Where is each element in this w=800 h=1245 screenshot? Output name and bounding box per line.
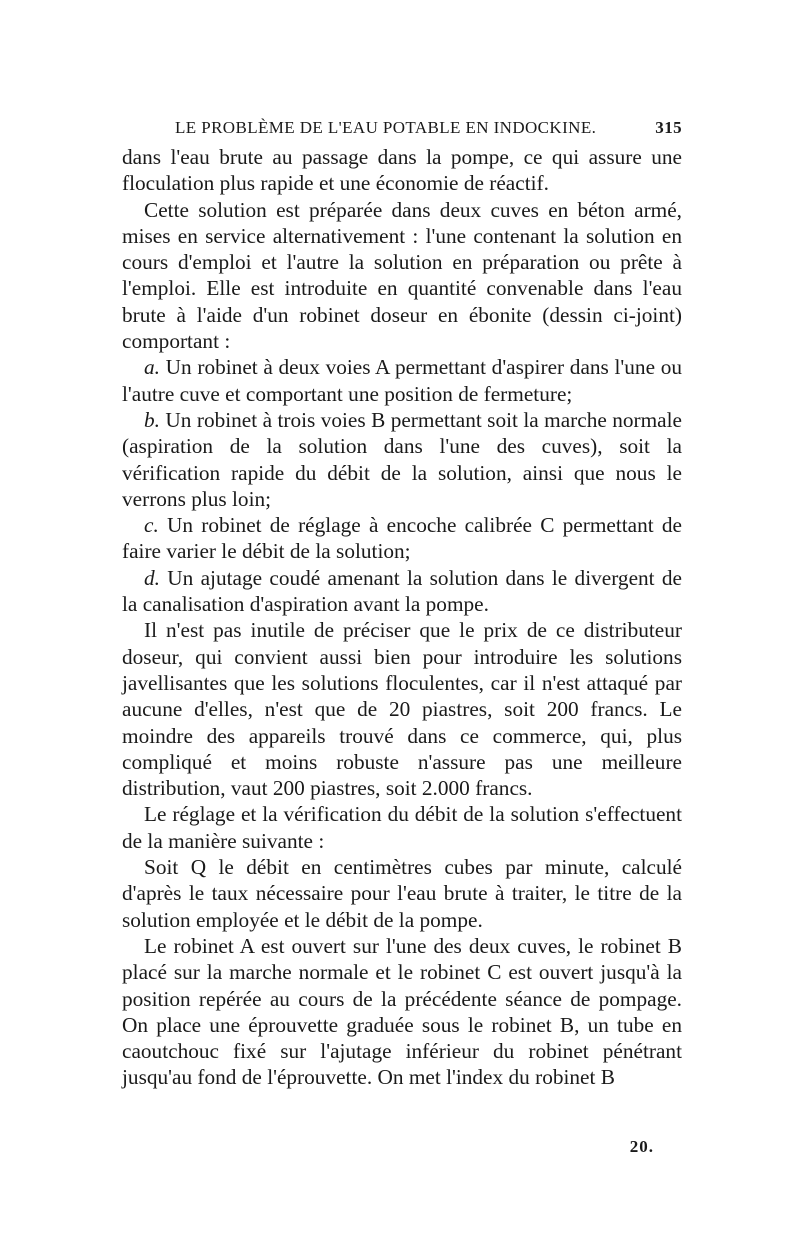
paragraph-text: Un robinet à deux voies A permettant d'aspirer dans l'une ou l'autre cuve et comportant une position de fermeture; [122,355,682,406]
list-item-a [122,354,682,407]
paragraph [122,854,682,933]
list-item-b [122,407,682,512]
paragraph [122,197,682,355]
paragraph [122,617,682,801]
paragraph-text: Un ajutage coudé amenant la solution dans le divergent de la canalisation d'aspiration avant la pompe. [122,565,682,617]
signature-mark: 20. [629,1137,654,1156]
body-text [122,144,682,1091]
item-letter: c. [144,513,159,538]
book-page [122,118,682,1091]
paragraph-text: Il n'est pas inutile de préciser que le prix de ce distributeur doseur, qui convient aussi bien pour introduire les solutions javellisantes que les solutions floculentes, car il n'est attaqué par aucune d'elles, n'est que de 20 piastres, soit 200 francs. Le moindre des appareils trouvé dans ce commerce, qui, plus compliqué et moins robuste n'assure pas une meilleure distribution, vaut 200 piastres, soit 2.000 francs. [122,618,682,801]
item-letter: d. [144,565,160,590]
signature-mark-line [122,1137,682,1157]
running-title: LE PROBLÈME DE L'EAU POTABLE EN INDOCKINE. [175,118,597,137]
paragraph-text: Le réglage et la vérification du débit de la solution s'effectuent de la manière suivante : [122,802,682,853]
running-head [175,118,682,144]
item-letter: a. [144,355,160,380]
list-item-d [122,565,682,618]
paragraph-text: Un robinet à trois voies B permettant soit la marche normale (aspiration de la solution dans l'une des cuves), soit la vérification rapide du débit de la solution, ainsi que nous le verrons plus loin; [122,407,682,511]
paragraph [122,801,682,854]
list-item-c [122,512,682,565]
paragraph-continuation [122,144,682,197]
paragraph-text: Le robinet A est ouvert sur l'une des deux cuves, le robinet B placé sur la marche normale et le robinet C est ouvert jusqu'à la position repérée au cours de la précédente séance de pompage. On place une éprouvette graduée sous le robinet B, un tube en caoutchouc fixé sur l'ajutage inférieur du robinet pénétrant jusqu'au fond de l'éprouvette. On met l'index du robinet B [122,933,682,1090]
paragraph-text: Un robinet de réglage à encoche calibrée C permettant de faire varier le débit de la solution; [122,513,682,564]
paragraph [122,933,682,1091]
paragraph-text: Cette solution est préparée dans deux cuves en béton armé, mises en service alternativement : l'une contenant la solution en cours d'emploi et l'autre la solution en préparation ou prête à l'emploi. Elle est introduite en quantité convenable dans l'eau brute à l'aide d'un robinet doseur en ébonite (dessin ci-joint) comportant : [122,197,682,354]
paragraph-text: Soit Q le débit en centimètres cubes par minute, calculé d'après le taux nécessaire pour l'eau brute à traiter, le titre de la solution employée et le débit de la pompe. [122,855,682,932]
page-number: 315 [655,118,682,137]
item-letter: b. [144,407,160,432]
paragraph-text: dans l'eau brute au passage dans la pompe, ce qui assure une floculation plus rapide et une économie de réactif. [122,145,682,196]
